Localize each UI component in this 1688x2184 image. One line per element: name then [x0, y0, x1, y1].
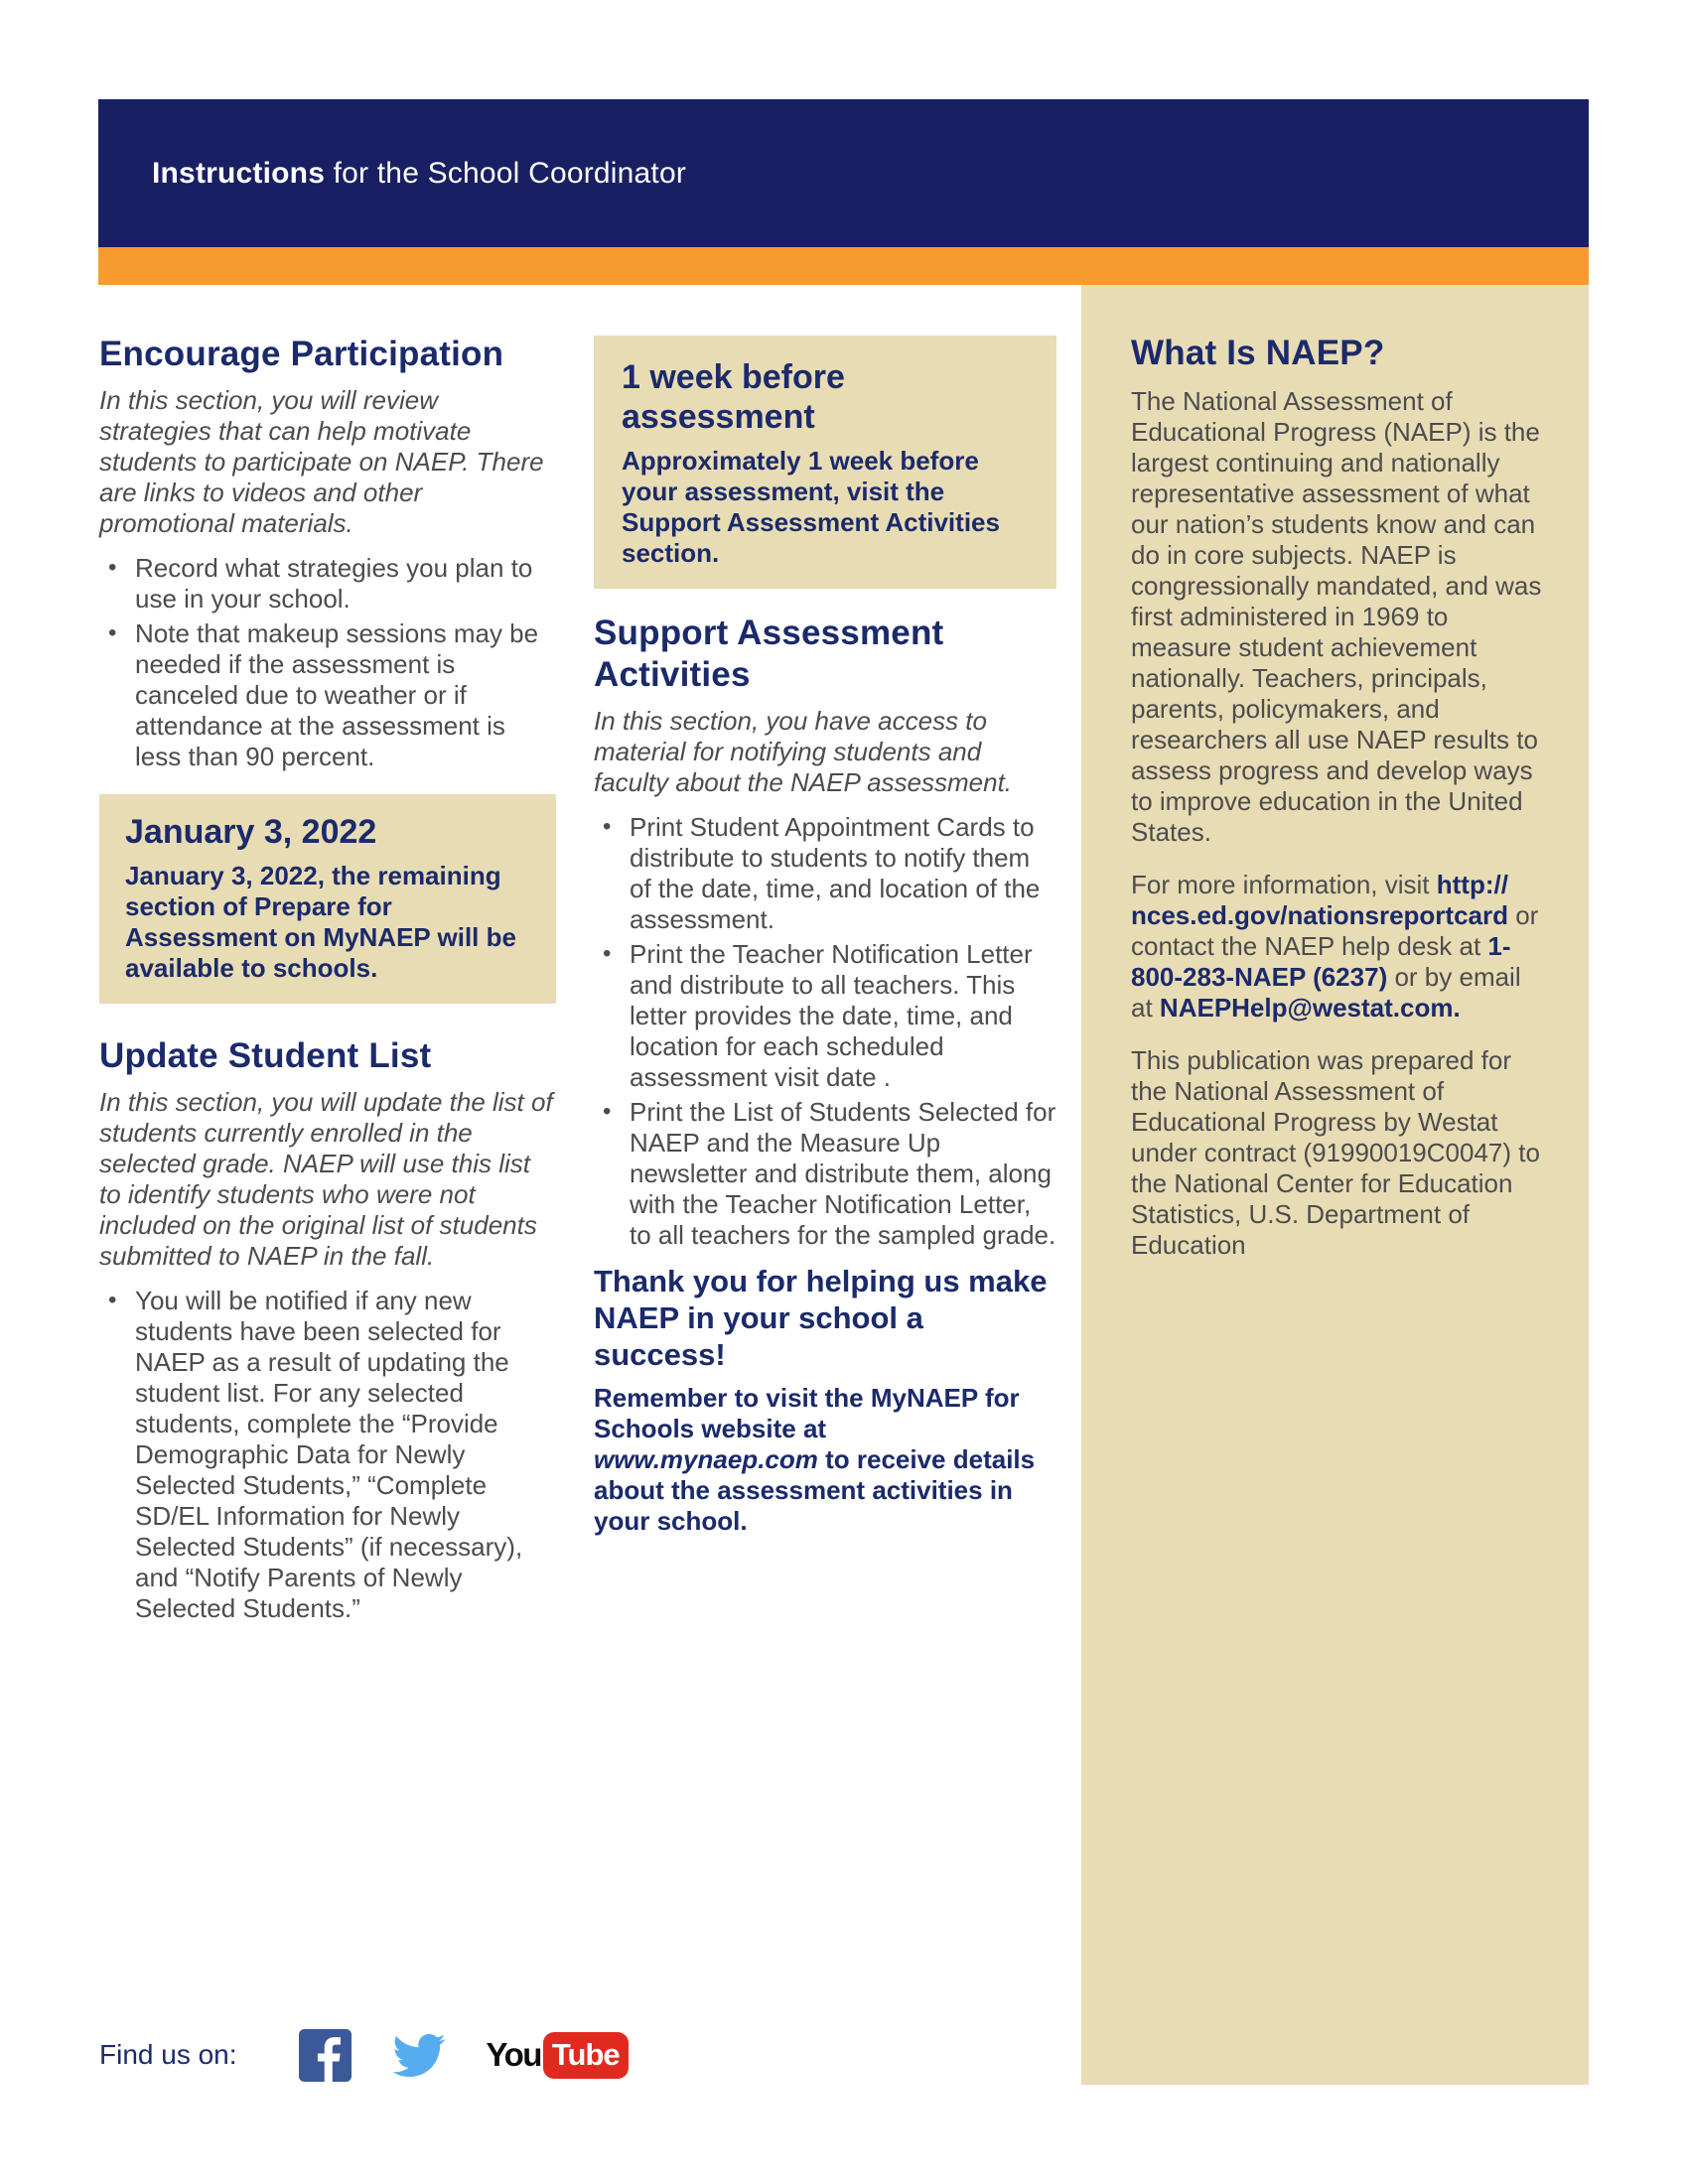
help-desk-phone: 1-800-283-NAEP (6237) [1131, 931, 1511, 992]
list-item: • Print Student Appointment Cards to distribute to students to notify them of the date, time, and location of the assessment. [594, 812, 1056, 935]
what-is-naep-panel [1081, 285, 1589, 2085]
date-callout-body: January 3, 2022, the remaining section of Prepare for Assessment on MyNAEP will be available to schools. [125, 861, 516, 983]
header-banner [98, 99, 1589, 247]
thank-you-heading: Thank you for helping us make NAEP in your school a success! [594, 1264, 1048, 1372]
naep-description-paragraph: The National Assessment of Educational Progress (NAEP) is the largest continuing and nationally representative assessment of what our nation’s students know and can do in core subjects. NAEP is congressionally mandated, and was first administered in 1969 to measure student achievement nationally. Teachers, principals, parents, policymakers, and researchers all use NAEP results to assess progress and develop ways to improve education in the United States. [1131, 386, 1542, 847]
youtube-you-text: You [486, 2036, 541, 2073]
contact-text: . [1453, 993, 1461, 1023]
support-assessment-intro: In this section, you have access to material for notifying students and faculty about the NAEP assessment. [594, 706, 1013, 797]
list-item: • You will be notified if any new students have been selected for NAEP as a result of updating the student list. For any selected students, complete the “Provide Demographic Data for Newly Selected Students,” “Complete SD/EL Information for Newly Selected Students” (if necessary), and “Notify Parents of Newly Selected Students.” [99, 1286, 556, 1624]
twitter-icon[interactable] [387, 2029, 451, 2082]
nationsreportcard-link[interactable]: http:// [1436, 870, 1508, 899]
thank-you-text: to receive details about the assessment activities in your school. [594, 1444, 1036, 1536]
contact-text: or contact the NAEP help desk at [1131, 900, 1539, 961]
find-us-on-label: Find us on: [99, 2039, 237, 2070]
date-callout-heading: January 3, 2022 [125, 813, 377, 851]
middle-column [594, 336, 1056, 1537]
week-before-body: Approximately 1 week before your assessment, visit the Support Assessment Activities section. [622, 446, 1000, 568]
update-student-list-intro: In this section, you will update the list of students currently enrolled in the selected grade. NAEP will use this list to identify students who were not included on the original list of students submitted to NAEP in the fall. [99, 1087, 553, 1271]
publication-credit-paragraph: This publication was prepared for the National Assessment of Educational Progress by Westat under contract (91990019C0047) to the National Center for Education Statistics, U.S. Department of Education [1131, 1045, 1540, 1260]
footer-social-bar [99, 2023, 629, 2087]
section-heading-what-is-naep: What Is NAEP? [1131, 334, 1385, 372]
orange-accent-bar [98, 247, 1589, 285]
left-column [99, 334, 556, 1628]
update-student-list-bullets [99, 1286, 556, 1624]
list-item: • Print the Teacher Notification Letter and distribute to all teachers. This letter provides the date, time, and location for each scheduled assessment visit date . [594, 939, 1056, 1093]
social-icons [299, 2029, 629, 2082]
nationsreportcard-link[interactable]: nces.ed.gov/nationsreportcard [1131, 900, 1508, 930]
naep-contact-paragraph [1131, 870, 1547, 1024]
list-item: • Record what strategies you plan to use in your school. [99, 553, 556, 614]
help-desk-email-link[interactable]: NAEPHelp@westat.com [1159, 993, 1454, 1023]
list-item: • Print the List of Students Selected for NAEP and the Measure Up newsletter and distribute them, along with the Teacher Notification Letter, to all teachers for the sampled grade. [594, 1097, 1056, 1251]
section-heading-support-assessment-activities: Support Assessment Activities [594, 614, 944, 694]
youtube-tube-text: Tube [543, 2032, 629, 2079]
thank-you-body [594, 1383, 1056, 1537]
encourage-participation-intro: In this section, you will review strategies that can help motivate students to participate on NAEP. There are links to videos and other promotional materials. [99, 385, 544, 538]
list-item: • Note that makeup sessions may be needed if the assessment is canceled due to weather or if attendance at the assessment is less than 90 percent. [99, 618, 556, 772]
thank-you-text: Remember to visit the MyNAEP for Schools website at [594, 1383, 1020, 1443]
page-title-bold: Instructions [152, 156, 326, 190]
section-heading-encourage-participation: Encourage Participation [99, 335, 504, 373]
page-title-rest: for the School Coordinator [325, 156, 687, 190]
section-heading-update-student-list: Update Student List [99, 1036, 432, 1075]
contact-text: For more information, visit [1131, 870, 1437, 899]
mynaep-website-link[interactable]: www.mynaep.com [594, 1444, 818, 1474]
support-assessment-bullets [594, 812, 1056, 1251]
youtube-icon[interactable] [487, 2032, 629, 2079]
week-before-callout-box [594, 336, 1056, 589]
contact-text: or by email at [1131, 962, 1521, 1023]
date-callout-box [99, 794, 556, 1004]
week-before-heading: 1 week before assessment [622, 358, 845, 436]
encourage-participation-bullets [99, 553, 556, 772]
page-title [98, 157, 686, 191]
facebook-icon[interactable] [299, 2029, 352, 2082]
